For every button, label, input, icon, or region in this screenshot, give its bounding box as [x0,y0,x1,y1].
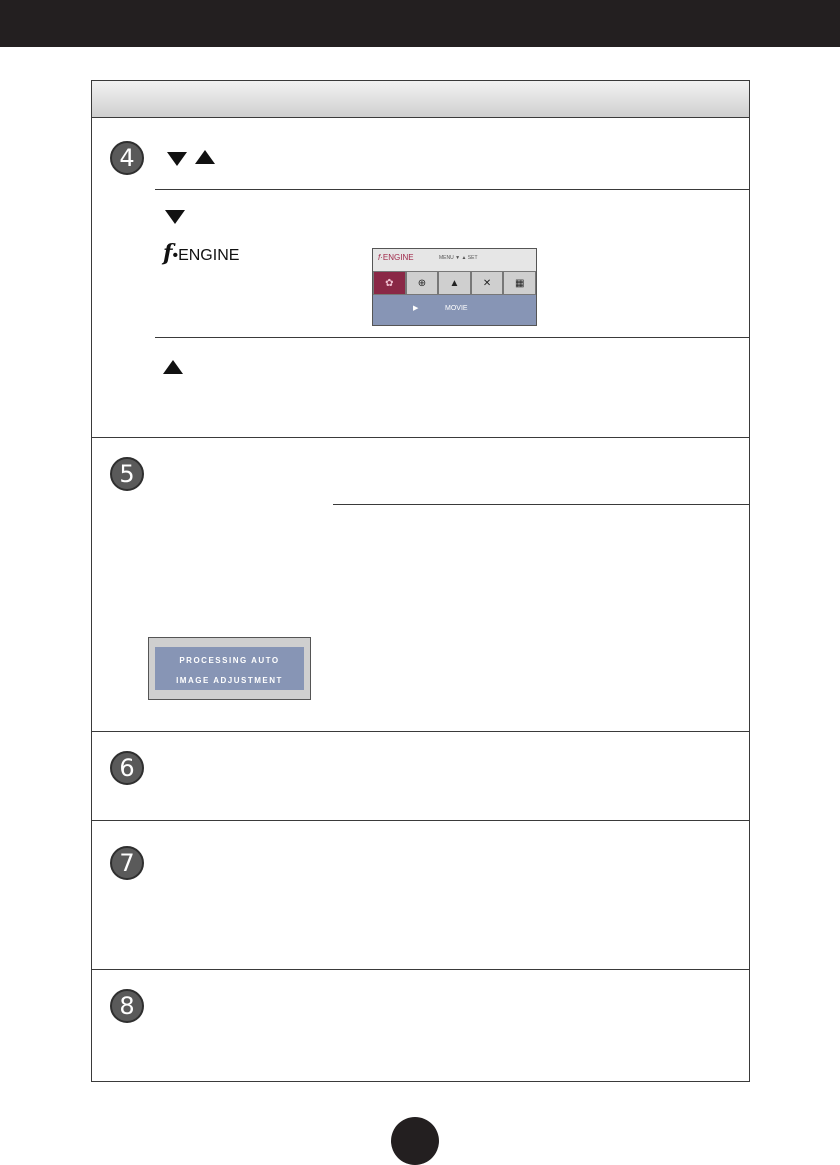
divider [155,337,749,338]
osd-message-line-1: PROCESSING AUTO [179,656,280,665]
osd-key-hints: MENU ▼ ▲ SET [439,255,478,261]
up-arrow-icon [195,150,215,164]
auto-adjust-osd [148,637,311,700]
up-arrow-icon [163,360,183,374]
osd-brand: f·ENGINE [378,253,414,262]
step-4-badge: 4 [110,141,144,175]
fengine-dot: • [172,247,179,264]
osd-mode-icons [373,271,536,295]
photo-icon: ▲ [438,271,471,295]
top-bar [0,0,840,47]
section-divider [92,731,749,732]
table-header [92,81,749,118]
divider [333,504,749,505]
step-7-badge: 7 [110,846,144,880]
step-8-badge: 8 [110,989,144,1023]
down-arrow-icon [165,210,185,224]
down-arrow-icon [167,152,187,166]
osd-selection-bar [373,295,536,325]
user-icon: ▦ [503,271,536,295]
fengine-osd [372,248,537,326]
osd-selected-mode: MOVIE [445,305,468,312]
section-divider [92,820,749,821]
section-divider [92,969,749,970]
play-arrow-icon: ▶ [413,305,419,312]
section-divider [92,437,749,438]
osd-title-bar [373,249,536,271]
normal-icon: ✕ [471,271,504,295]
auto-adjust-panel [155,647,304,690]
content-box [91,80,750,1082]
fengine-text: ENGINE [178,247,240,264]
fengine-label [163,240,239,266]
movie-icon: ✿ [373,271,406,295]
osd-message-line-2: IMAGE ADJUSTMENT [176,676,283,685]
fengine-symbol: f [163,240,173,266]
step-5-badge: 5 [110,457,144,491]
internet-icon: ⊕ [406,271,439,295]
step-6-badge: 6 [110,751,144,785]
osd-brand-text: ENGINE [382,253,414,262]
divider [155,189,749,190]
